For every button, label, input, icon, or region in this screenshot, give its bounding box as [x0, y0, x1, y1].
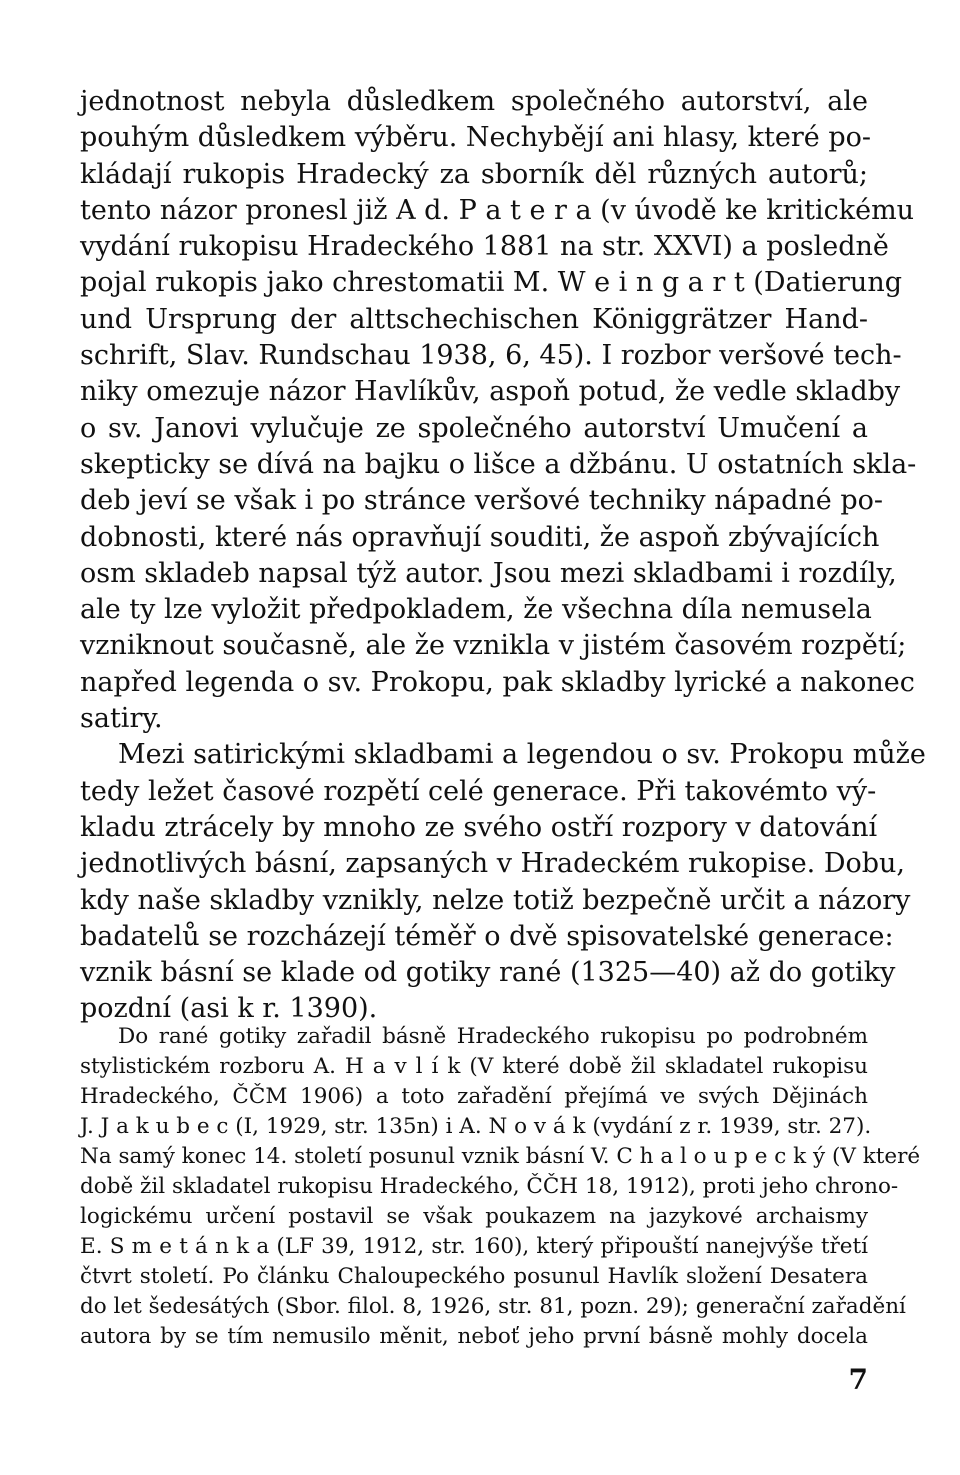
note-line: autora by se tím nemusilo měnit, neboť jeho první básně mohly docela	[80, 1324, 868, 1349]
paragraph-start-line: Mezi satirickými skladbami a legendou o sv. Prokopu může	[118, 739, 926, 771]
note-line: E. S m e t á n k a (LF 39, 1912, str. 160), který připouští nanejvýše třetí	[80, 1234, 868, 1259]
text-line: skepticky se dívá na bajku o lišce a džbánu. U ostatních skla-	[80, 448, 917, 480]
note-line: do let šedesátých (Sbor. filol. 8, 1926, str. 81, pozn. 29); generační zařadění	[80, 1294, 906, 1319]
text-line: vznik básní se klade od gotiky rané (1325—40) až do gotiky	[80, 957, 896, 989]
text-line: osm skladeb napsal týž autor. Jsou mezi skladbami i rozdíly,	[80, 557, 897, 589]
text-line: badatelů se rozcházejí téměř o dvě spisovatelské generace:	[80, 920, 894, 952]
note-line: době žil skladatel rukopisu Hradeckého, ČČH 18, 1912), proti jeho chrono-	[80, 1174, 899, 1199]
text-line: kdy naše skladby vznikly, nelze totiž bezpečně určit a názory	[80, 884, 911, 916]
text-line: pouhým důsledkem výběru. Nechybějí ani hlasy, které po-	[80, 122, 871, 154]
note-line: Hradeckého, ČČM 1906) a toto zařadění přejímá ve svých Dějinách	[80, 1084, 868, 1109]
page-number: 7	[848, 1363, 868, 1396]
text-line: vzniknout současně, ale že vznikla v jistém časovém rozpětí;	[80, 630, 907, 662]
text-line: o sv. Janovi vylučuje ze společného autorství Umučení a	[80, 412, 868, 444]
note-line: čtvrt století. Po článku Chaloupeckého posunul Havlík složení Desatera	[80, 1264, 868, 1289]
note-line: Na samý konec 14. století posunul vznik básní V. C h a l o u p e c k ý (V které	[80, 1144, 921, 1169]
note-line: Do rané gotiky zařadil básně Hradeckého rukopisu po podrobném	[118, 1024, 868, 1049]
text-line: schrift, Slav. Rundschau 1938, 6, 45). I rozbor veršové tech-	[80, 340, 902, 372]
text-line: deb jeví se však i po stránce veršové techniky nápadné po-	[80, 485, 884, 517]
note-line: stylistickém rozboru A. H a v l í k (V které době žil skladatel rukopisu	[80, 1054, 868, 1079]
text-line: ale ty lze vyložit předpokladem, že všechna díla nemusela	[80, 594, 872, 626]
text-line: jednotnost nebyla důsledkem společného autorství, ale	[80, 86, 868, 117]
footnote-block	[80, 1022, 921, 1352]
text-line: napřed legenda o sv. Prokopu, pak skladby lyrické a nakonec	[80, 666, 915, 698]
text-line: niky omezuje názor Havlíkův, aspoň potud, že vedle skladby	[80, 376, 901, 408]
main-text-block	[80, 84, 926, 1028]
text-line: jednotlivých básní, zapsaných v Hradeckém rukopise. Dobu,	[80, 848, 906, 880]
note-line: J. J a k u b e c (I, 1929, str. 135n) i A. N o v á k (vydání z r. 1939, str. 27).	[80, 1114, 872, 1139]
text-line: vydání rukopisu Hradeckého 1881 na str. XXVI) a posledně	[80, 231, 889, 263]
text-line: tento názor pronesl již A d. P a t e r a (v úvodě ke kritickému	[80, 194, 915, 226]
text-line: kládají rukopis Hradecký za sborník děl různých autorů;	[80, 158, 868, 190]
text-line: dobnosti, které nás opravňují souditi, že aspoň zbývajících	[80, 521, 880, 553]
note-line: logickému určení postavil se však poukazem na jazykové archaismy	[80, 1204, 868, 1229]
paragraph-end-line: pozdní (asi k r. 1390).	[80, 993, 378, 1025]
text-line: tedy ležet časové rozpětí celé generace. Při takovémto vý-	[80, 775, 877, 807]
text-line: kladu ztrácely by mnoho ze svého ostří rozpory v datování	[80, 811, 878, 843]
paragraph-end-line: satiry.	[80, 703, 163, 735]
text-line: pojal rukopis jako chrestomatii M. W e i n g a r t (Datierung	[80, 267, 902, 299]
text-line: und Ursprung der alttschechischen Königgrätzer Hand-	[80, 303, 868, 335]
